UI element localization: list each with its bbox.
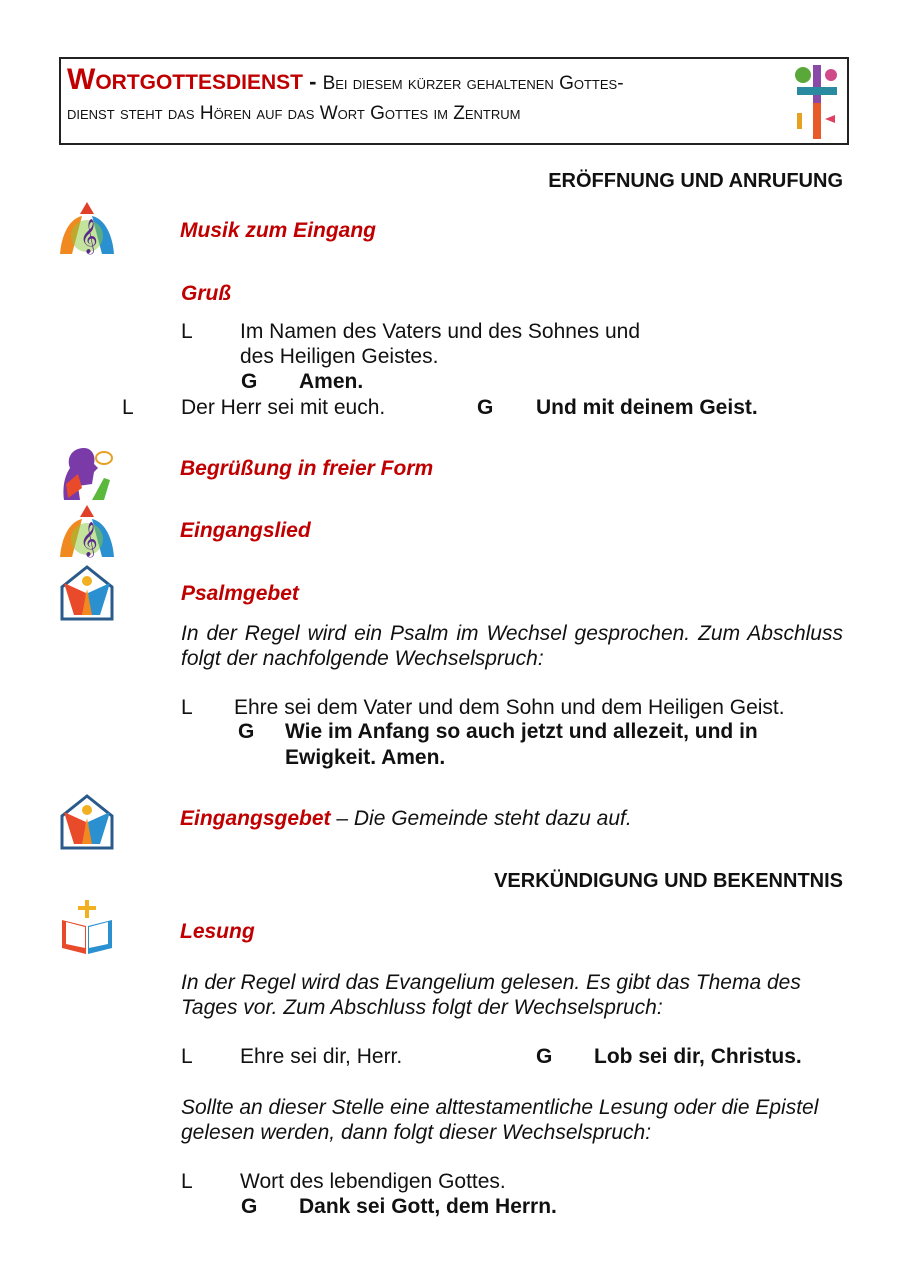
speaker-g: G — [241, 370, 258, 393]
svg-text:𝄞: 𝄞 — [80, 523, 98, 556]
item-begruessung: Begrüßung in freier Form — [180, 457, 434, 480]
item-musik: Musik zum Eingang — [180, 219, 377, 242]
open-bible-icon — [58, 898, 116, 956]
praying-hands-icon — [58, 563, 116, 621]
item-gruss: Gruß — [181, 282, 232, 305]
text-line: Im Namen des Vaters und des Sohnes und — [240, 320, 641, 343]
music-hands-icon — [58, 503, 116, 561]
speaker-g: G — [241, 1195, 258, 1218]
header-title: Wortgottesdienst — [67, 63, 303, 96]
response-text: Amen. — [299, 370, 364, 393]
speaker-g: G — [238, 720, 255, 743]
music-hands-icon — [58, 200, 116, 258]
speaker-l: L — [181, 320, 193, 343]
speaker-l: L — [181, 1045, 193, 1068]
cross-logo-icon — [791, 63, 841, 141]
text-line: Ehre sei dem Vater und dem Sohn und dem Heiligen Geist. — [234, 696, 785, 719]
speaker-l: L — [122, 396, 134, 419]
response-text: Lob sei dir, Christus. — [594, 1045, 802, 1068]
header-subtitle-2: dienst steht das Hören auf das Wort Gottes im Zentrum — [67, 103, 521, 124]
text-line: Wort des lebendigen Gottes. — [240, 1170, 506, 1193]
speaker-l: L — [181, 696, 193, 719]
eingangsgebet-note: – Die Gemeinde steht dazu auf. — [330, 807, 632, 830]
speaker-g: G — [477, 396, 494, 419]
response-text: Wie im Anfang so auch jetzt und allezeit, und in — [285, 720, 758, 743]
item-eingangslied: Eingangslied — [180, 519, 311, 542]
header-box — [59, 57, 849, 145]
item-psalmgebet: Psalmgebet — [181, 582, 299, 605]
text-line: des Heiligen Geistes. — [240, 345, 439, 368]
header-line1 — [67, 63, 624, 97]
response-text: Ewigkeit. Amen. — [285, 746, 446, 769]
section-heading-proclamation: VERKÜNDIGUNG UND BEKENNTNIS — [494, 870, 843, 892]
lesung-note: In der Regel wird das Evangelium gelesen. Es gibt das Thema des Tages vor. Zum Abschluss folgt der Wechselspruch: — [181, 971, 801, 1019]
svg-text:𝄞: 𝄞 — [80, 220, 98, 253]
item-lesung: Lesung — [180, 920, 255, 943]
header-subtitle-1: Bei diesem kürzer gehaltenen Gottes- — [322, 73, 624, 94]
text-line: Ehre sei dir, Herr. — [240, 1045, 403, 1068]
header-dash: - — [303, 69, 323, 94]
praying-hands-icon — [58, 792, 116, 850]
item-eingangsgebet-line — [180, 807, 632, 831]
speaking-person-icon — [58, 444, 116, 502]
item-eingangsgebet: Eingangsgebet — [180, 807, 331, 830]
response-text: Dank sei Gott, dem Herrn. — [299, 1195, 557, 1218]
text-line: Der Herr sei mit euch. — [181, 396, 386, 419]
at-note: Sollte an dieser Stelle eine alttestamentliche Lesung oder die Epistel gelesen werden, dann folgt dieser Wechselspruch: — [181, 1096, 819, 1144]
section-heading-opening: ERÖFFNUNG UND ANRUFUNG — [548, 170, 843, 192]
response-text: Und mit deinem Geist. — [536, 396, 758, 419]
speaker-g: G — [536, 1045, 553, 1068]
psalm-note: In der Regel wird ein Psalm im Wechsel gesprochen. Zum Abschluss folgt der nachfolgende Wechselspruch: — [181, 622, 843, 670]
speaker-l: L — [181, 1170, 193, 1193]
